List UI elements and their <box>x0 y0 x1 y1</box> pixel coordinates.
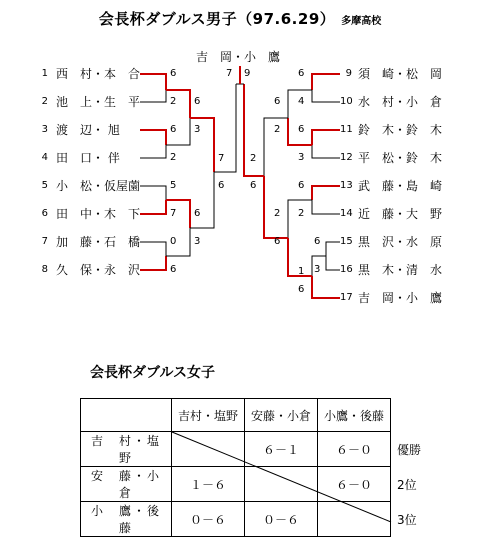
column-header: 安藤・小倉 <box>245 399 318 432</box>
score: 4 <box>298 96 305 107</box>
score: 6 <box>170 68 177 79</box>
score: 5 <box>170 180 177 191</box>
table-cell: ６－０ <box>318 467 391 502</box>
score: 6 <box>170 264 177 275</box>
team-name: 西 村・本 合 <box>56 67 141 81</box>
score: 2 <box>170 152 177 163</box>
score: 3 <box>298 152 305 163</box>
score: 3 <box>194 236 201 247</box>
team-seed: 5 <box>41 180 48 191</box>
team-seed: 2 <box>41 96 48 107</box>
team-seed: 7 <box>41 236 48 247</box>
score: 6 <box>194 96 201 107</box>
team-seed: 16 <box>340 264 353 275</box>
team-name: 久 保・永 沢 <box>56 263 141 277</box>
score: 2 <box>274 124 281 135</box>
score: 7 <box>226 68 233 79</box>
team-name: 平 松・鈴 木 <box>358 151 443 165</box>
row-name: 安 藤・小 倉 <box>81 467 172 502</box>
team-seed: 14 <box>340 208 353 219</box>
team-name: 田 中・木 下 <box>56 207 141 221</box>
score: 6 <box>218 180 225 191</box>
team-seed: 9 <box>345 68 352 79</box>
team-seed: 10 <box>340 96 353 107</box>
score: 6 <box>298 68 305 79</box>
score: 6 <box>274 96 281 107</box>
score: 3 <box>194 124 201 135</box>
team-name: 武 藤・島 崎 <box>358 179 443 193</box>
table-cell: ６－０ <box>318 432 391 467</box>
score: 6 <box>298 180 305 191</box>
placement: 3位 <box>397 512 417 527</box>
team-name: 渡 辺・ 旭 <box>56 123 120 137</box>
score: 6 <box>274 236 281 247</box>
score: 2 <box>170 96 177 107</box>
team-seed: 12 <box>340 152 353 163</box>
score: 2 <box>250 153 257 164</box>
team-name: 田 口・ 伴 <box>56 151 120 165</box>
team-name: 須 崎・松 岡 <box>358 67 443 81</box>
score: 2 <box>298 208 305 219</box>
score: 0 <box>170 236 177 247</box>
team-name: 近 藤・大 野 <box>358 207 443 221</box>
team-name: 黒 木・清 水 <box>358 263 443 277</box>
score: 6 <box>250 180 257 191</box>
team-seed: 13 <box>340 180 353 191</box>
team-seed: 1 <box>41 68 48 79</box>
team-name: 鈴 木・鈴 木 <box>358 123 443 137</box>
team-name: 水 村・小 倉 <box>358 95 443 109</box>
team-seed: 6 <box>41 208 48 219</box>
score: 7 <box>170 208 177 219</box>
team-seed: 3 <box>41 124 48 135</box>
column-header: 小鷹・後藤 <box>318 399 391 432</box>
team-seed: 15 <box>340 236 353 247</box>
score: 3 <box>314 264 321 275</box>
score: 6 <box>194 208 201 219</box>
table-cell: ６－１ <box>245 432 318 467</box>
score: 7 <box>218 153 225 164</box>
score: 9 <box>244 68 251 79</box>
venue: 多摩高校 <box>341 16 382 27</box>
team-name: 小 松・仮屋薗 <box>56 179 141 193</box>
team-name: 吉 岡・小 鷹 <box>358 291 443 305</box>
team-name: 池 上・生 平 <box>56 95 141 109</box>
table-cell: ０－６ <box>172 502 245 537</box>
column-header: 吉村・塩野 <box>172 399 245 432</box>
team-name: 黒 沢・水 原 <box>358 235 443 249</box>
team-seed: 11 <box>340 124 353 135</box>
score: 6 <box>298 284 305 295</box>
team-seed: 17 <box>340 292 353 303</box>
table-cell: １－６ <box>172 467 245 502</box>
team-seed: 8 <box>41 264 48 275</box>
score: 2 <box>274 208 281 219</box>
row-name: 吉 村・塩 野 <box>81 432 172 467</box>
score: 6 <box>314 236 321 247</box>
team-name: 加 藤・石 橋 <box>56 235 141 249</box>
row-name: 小 鷹・後 藤 <box>81 502 172 537</box>
score: 6 <box>298 124 305 135</box>
placement: 優勝 <box>397 442 422 457</box>
score: 6 <box>170 124 177 135</box>
champion-label: 吉 岡・小 鷹 <box>196 50 281 64</box>
placement: 2位 <box>397 477 417 492</box>
tournament-title: 会長杯ダブルス男子（97.6.29） <box>98 10 336 28</box>
women-title: 会長杯ダブルス女子 <box>90 365 216 381</box>
team-seed: 4 <box>41 152 48 163</box>
score: 1 <box>298 266 305 277</box>
table-cell: ０－６ <box>245 502 318 537</box>
